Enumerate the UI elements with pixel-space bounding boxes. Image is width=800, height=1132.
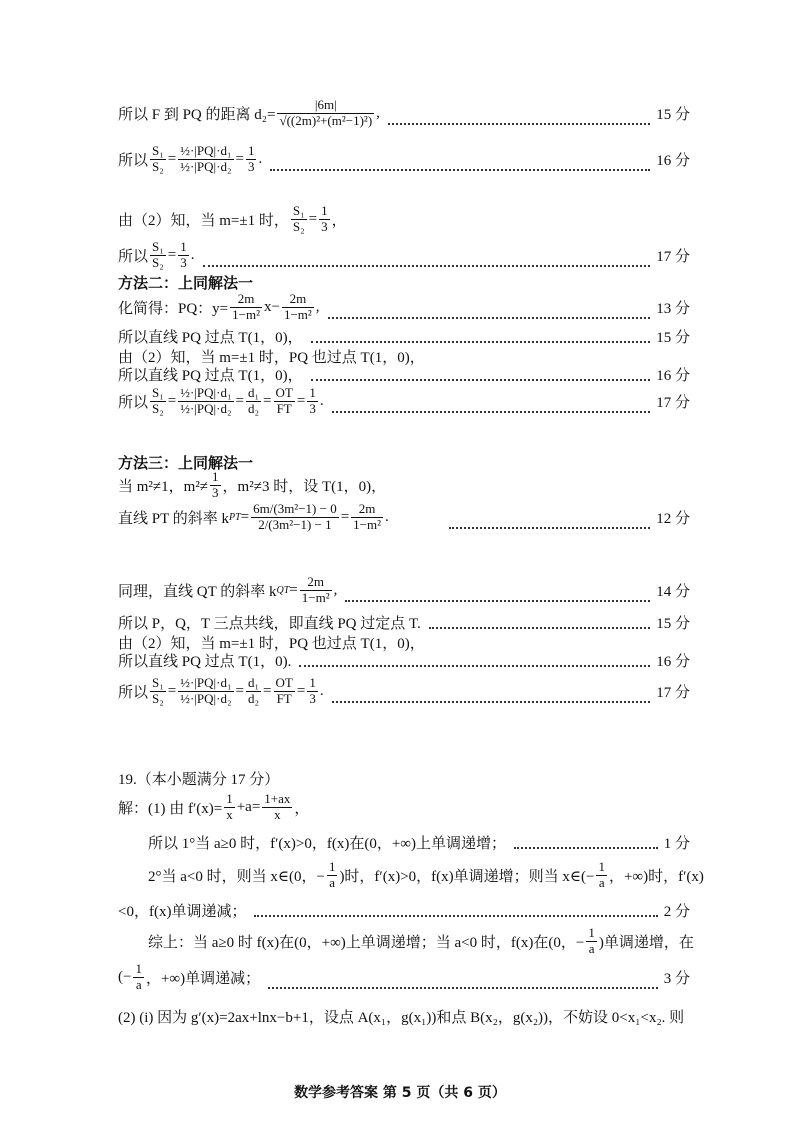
fraction: $\frac{\text{6m/(3m²−1) − 0}}{\text{2/(3m²−1) − 1}}$ (253, 501, 337, 532)
fraction: $\frac{OT}{FT}$ (275, 675, 293, 706)
score: 14 分 (656, 583, 690, 600)
case-line: 由（2）知，当 m=±1 时， $\frac{\text{S₁}}{\text{S₂}}$ = $\frac{1}{3}$ ， (118, 203, 347, 234)
passes-point-line (118, 650, 690, 671)
score: 12 分 (656, 510, 690, 527)
score: 3 分 (663, 970, 690, 987)
fraction: $\frac{\text{S₁}}{\text{S₂}}$ (152, 239, 164, 270)
page-footer: 数学参考答案 第 5 页（共 6 页） (294, 1085, 506, 1101)
distance-line (118, 98, 690, 129)
fraction: $\frac{2m}{\text{1−m²}}$ (232, 291, 260, 322)
ratio-line: 所以 $\frac{\text{S₁}}{\text{S₂}}$ = $\frac{\text{½·|PQ|·d₁}}{\text{½·|PQ|·d₂}}$ = $\frac{\text{d₁}}{\text{d₂}}$ = $\frac{OT}{FT}$ = $\frac{1}{3}$ . 17 分 (118, 385, 690, 416)
fraction: $\frac{OT}{FT}$ (275, 385, 293, 416)
text: 所以直线 PQ 过点 T(1，0)， (118, 330, 303, 346)
leader-dots (203, 265, 651, 267)
fraction: $\frac{1}{3}$ (247, 143, 255, 174)
passes-point-line (118, 364, 690, 385)
case-line: 由（2）知，当 m=±1 时，PQ 也过点 T(1，0)， (118, 350, 425, 366)
fraction: $\frac{1}{a}$ (598, 859, 605, 890)
text: 化简得：PQ：y= (118, 300, 229, 317)
leader-dots (332, 701, 651, 703)
text: 所以 F 到 PQ 的距离 d₂= (118, 106, 276, 123)
summary-cont-line: (− $\frac{1}{a}$ ，+∞)单调递减； 3 分 (118, 961, 690, 992)
leader-dots (328, 317, 651, 319)
score: 17 分 (656, 248, 690, 265)
text: <0，f(x)单调递减； (118, 904, 247, 920)
method-2-title: 方法二：上同解法一 (118, 276, 254, 292)
text: (− (118, 968, 132, 985)
leader-dots (299, 665, 650, 667)
score: 16 分 (656, 368, 690, 384)
leader-dots (388, 123, 650, 125)
score: 17 分 (656, 394, 690, 411)
score: 15 分 (656, 616, 690, 632)
ratio-line: 所以 $\frac{\text{S₁}}{\text{S₂}}$ = $\frac{\text{½·|PQ|·d₁}}{\text{½·|PQ|·d₂}}$ = $\frac{\text{d₁}}{\text{d₂}}$ = $\frac{OT}{FT}$ = $\frac{1}{3}$ . 17 分 (118, 675, 690, 706)
derivative-line: 解：(1) 由 f′(x)= $\frac{1}{x}$ +a= $\frac{1+ax}{x}$ ， (118, 791, 310, 822)
summary-line: 综上：当 a≥0 时 f(x)在(0，+∞)上单调递增；当 a<0 时，f(x)在(0，− $\frac{1}{a}$ )单调递增，在 (148, 925, 694, 956)
passes-point-line (118, 326, 690, 347)
fraction: $\frac{1}{3}$ (309, 675, 316, 706)
fraction: $\frac{1}{3}$ (180, 239, 187, 270)
text: 所以 (118, 684, 149, 701)
fraction: $\frac{\text{d₁}}{\text{d₂}}$ (247, 675, 260, 706)
score: 16 分 (656, 654, 690, 670)
text: 综上：当 a≥0 时 f(x)在(0，+∞)上单调递增；当 a<0 时，f(x)在(0，− (148, 934, 585, 951)
text: 当 m²≠1，m²≠ (118, 478, 209, 495)
case-2-line: 2°当 a<0 时，则当 x∈(0，− $\frac{1}{a}$ )时，f′(x)>0，f(x)单调递增；则当 x∈(− $\frac{1}{a}$ ，+∞)时，f′(x) (148, 859, 704, 890)
slope-pt-line: 直线 PT 的斜率 k PT = $\frac{\text{6m/(3m²−1) − 0}}{\text{2/(3m²−1) − 1}}$ = $\frac{2m}{\text{1−m²}}$ . 12 分 (118, 501, 690, 532)
text: 所以 (118, 248, 149, 265)
text: 同理，直线 QT 的斜率 k (118, 583, 277, 600)
leader-dots (311, 341, 651, 343)
fraction: $\frac{1}{a}$ (328, 859, 336, 890)
text: , (376, 104, 380, 121)
text: 所以 P，Q，T 三点共线，即直线 PQ 过定点 T. (118, 616, 421, 632)
case-line: 由（2）知，当 m=±1 时，PQ 也过点 T(1，0)， (118, 636, 425, 652)
fraction: $\frac{\text{S₁}}{\text{S₂}}$ (152, 385, 164, 416)
text: 所以 1°当 a≥0 时，f′(x)>0，f(x)在(0，+∞)上单调递增； (148, 836, 506, 852)
leader-dots (514, 847, 658, 849)
collinear-line (118, 612, 690, 633)
condition-line: 当 m²≠1，m²≠ $\frac{1}{3}$ ，m²≠3 时，设 T(1，0)， (118, 469, 387, 500)
leader-dots (254, 915, 657, 917)
simplify-line: 化简得：PQ：y= $\frac{2m}{\text{1−m²}}$ x− $\frac{2m}{\text{1−m²}}$ , 13 分 (118, 291, 690, 322)
text: 2°当 a<0 时，则当 x∈(0，− (148, 868, 325, 885)
leader-dots (270, 169, 650, 171)
fraction: $\frac{\text{S₁}}{\text{S₂}}$ (292, 203, 305, 234)
case-2-cont-line (118, 900, 690, 921)
fraction: $\frac{1}{a}$ (588, 925, 595, 956)
leader-dots (332, 411, 651, 413)
fraction: $\frac{1}{a}$ (135, 961, 142, 992)
fraction: $\frac{1}{3}$ (309, 385, 316, 416)
text: 所以直线 PQ 过点 T(1，0)， (118, 368, 303, 384)
text: 由（2）知，当 m=±1 时， (118, 212, 289, 229)
fraction: $\frac{2m}{\text{1−m²}}$ (301, 574, 330, 605)
leader-dots (311, 379, 651, 381)
leader-dots (429, 627, 650, 629)
fraction: $\frac{|6m|}{\text{√((2m)²+(m²−1)²)}}$ (279, 97, 373, 128)
score: 15 分 (656, 106, 690, 123)
text: 所以 (118, 152, 149, 169)
fraction: $\frac{\text{S₁}}{\text{S₂}}$ (152, 143, 164, 174)
ratio-line: 所以 $\frac{\text{S₁}}{\text{S₂}}$ = $\frac{\text{½·|PQ|·d₁}}{\text{½·|PQ|·d₂}}$ = $\frac{1}{3}$ . 16 分 (118, 143, 690, 174)
score: 15 分 (656, 330, 690, 346)
leader-dots (449, 527, 650, 529)
text: 直线 PT 的斜率 k (118, 510, 229, 527)
slope-qt-line: 同理，直线 QT 的斜率 k QT = $\frac{2m}{\text{1−m²}}$ , 14 分 (118, 574, 690, 605)
fraction: $\frac{2m}{\text{1−m²}}$ (283, 291, 312, 322)
question-19-title: 19.（本小题满分 17 分） (118, 772, 280, 788)
fraction: $\frac{2m}{\text{1−m²}}$ (353, 501, 382, 532)
score: 17 分 (656, 684, 690, 701)
score: 13 分 (656, 300, 690, 317)
text: 所以直线 PQ 过点 T(1，0). (118, 654, 292, 670)
fraction: $\frac{1}{3}$ (321, 203, 328, 234)
fraction: $\frac{1}{3}$ (212, 469, 219, 500)
fraction: $\frac{1}{x}$ (226, 791, 233, 822)
text: 所以 (118, 394, 149, 411)
case-1-line (148, 832, 690, 853)
part-2-line: (2) (i) 因为 g′(x)=2ax+lnx−b+1，设点 A(x₁，g(x₁))和点 B(x₂，g(x₂))，不妨设 0<x₁<x₂. 则 (118, 1010, 685, 1026)
text: 解：(1) 由 f′(x)= (118, 800, 223, 817)
fraction: $\frac{\text{½·|PQ|·d₁}}{\text{½·|PQ|·d₂}}$ (180, 143, 232, 174)
method-3-title: 方法三：上同解法一 (118, 456, 254, 472)
score: 16 分 (656, 152, 690, 169)
conclusion-line: 所以 $\frac{\text{S₁}}{\text{S₂}}$ = $\frac{1}{3}$ . 17 分 (118, 239, 690, 270)
fraction: $\frac{\text{½·|PQ|·d₁}}{\text{½·|PQ|·d₂}}$ (180, 385, 232, 416)
score: 2 分 (663, 904, 690, 920)
fraction: $\frac{\text{S₁}}{\text{S₂}}$ (152, 675, 164, 706)
fraction: $\frac{\text{½·|PQ|·d₁}}{\text{½·|PQ|·d₂}}$ (180, 675, 232, 706)
fraction: $\frac{1+ax}{x}$ (264, 791, 291, 822)
fraction: $\frac{\text{d₁}}{\text{d₂}}$ (247, 385, 260, 416)
score: 1 分 (663, 836, 690, 852)
leader-dots (268, 987, 658, 989)
leader-dots (345, 600, 650, 602)
